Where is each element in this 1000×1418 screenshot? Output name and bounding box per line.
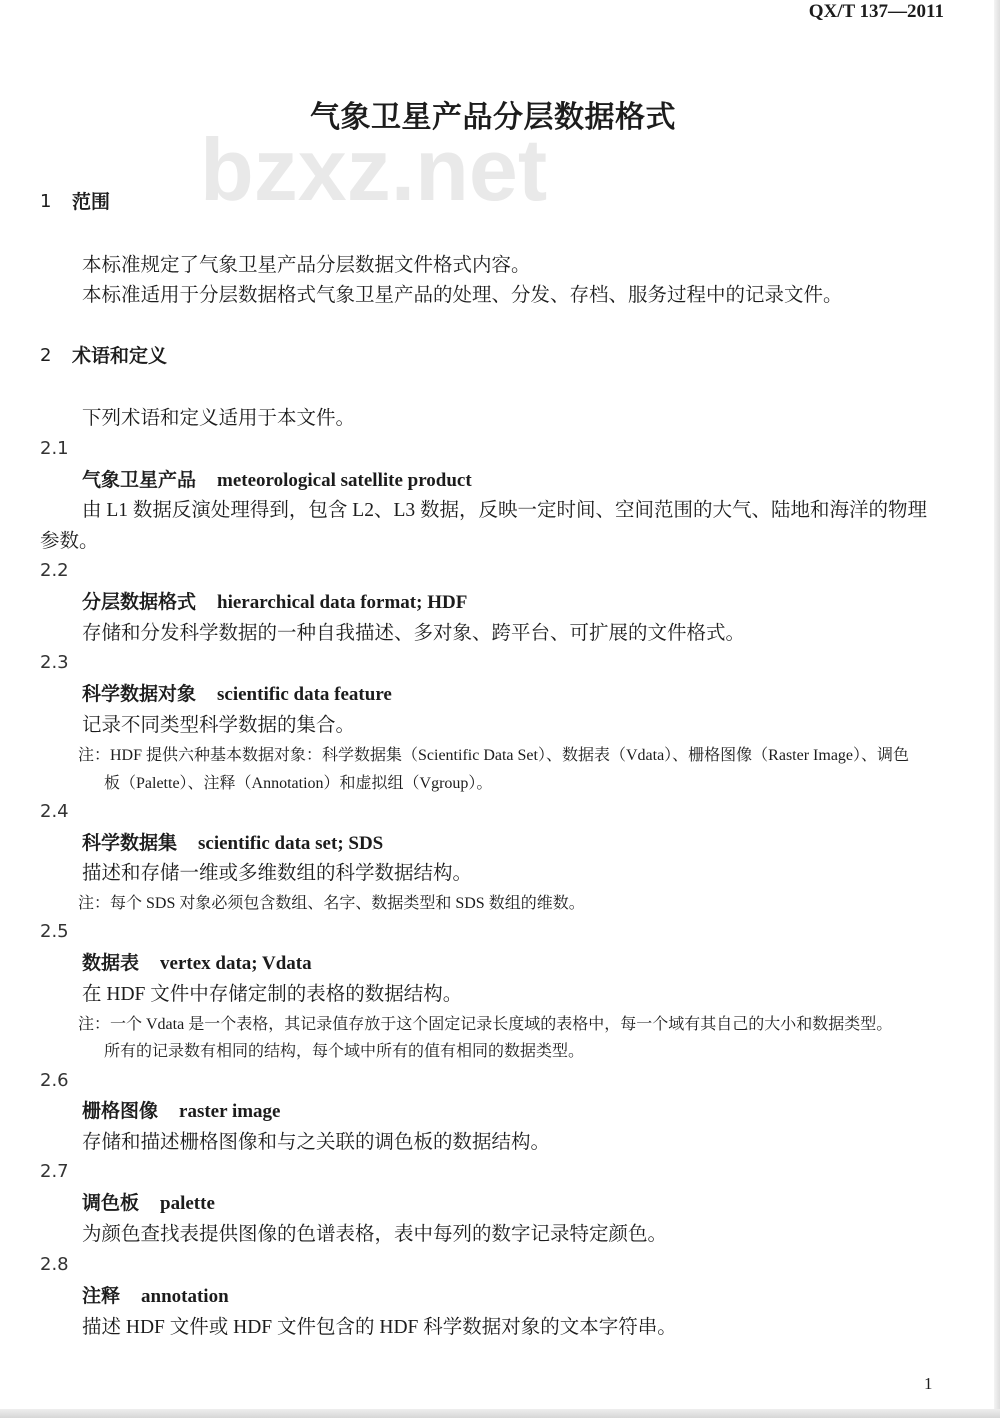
page-number: 1	[924, 1374, 933, 1393]
term-definition: 记录不同类型科学数据的集合。	[82, 715, 356, 736]
term-definition: 在 HDF 文件中存储定制的表格的数据结构。	[82, 984, 463, 1005]
section-number: 2	[40, 345, 52, 366]
clause-number: 2.3	[40, 652, 69, 673]
term-note: 注：HDF 提供六种基本数据对象：科学数据集（Scientific Data Set）、数据表（Vdata）、栅格图像（Raster Image）、调色	[78, 747, 910, 764]
term-heading	[82, 954, 312, 973]
term-definition: 存储和分发科学数据的一种自我描述、多对象、跨平台、可扩展的文件格式。	[82, 623, 746, 644]
term-heading	[82, 685, 392, 704]
term-zh: 调色板	[82, 1192, 140, 1214]
clause-number: 2.7	[40, 1161, 69, 1182]
term-zh: 科学数据集	[82, 832, 178, 854]
paragraph: 本标准适用于分层数据格式气象卫星产品的处理、分发、存档、服务过程中的记录文件。	[82, 285, 843, 306]
term-definition: 描述和存储一维或多维数组的科学数据结构。	[82, 863, 473, 884]
standard-code-header: QX/T 137—2011	[808, 1, 944, 22]
clause-number: 2.6	[40, 1070, 69, 1091]
section-heading: 范围	[72, 191, 111, 213]
watermark: bzxz.net	[200, 120, 548, 219]
term-definition: 为颜色查找表提供图像的色谱表格，表中每列的数字记录特定颜色。	[82, 1224, 668, 1245]
term-definition: 由 L1 数据反演处理得到，包含 L2、L3 数据，反映一定时间、空间范围的大气、陆地和海洋的物理	[82, 500, 927, 521]
term-zh: 分层数据格式	[82, 591, 197, 613]
clause-number: 2.2	[40, 560, 69, 581]
page-edge-shadow-right	[994, 0, 1000, 1418]
section-heading: 术语和定义	[72, 345, 168, 367]
term-heading	[82, 593, 467, 612]
section-intro: 下列术语和定义适用于本文件。	[82, 408, 356, 429]
term-en: scientific data set; SDS	[198, 833, 384, 854]
term-zh: 数据表	[82, 952, 140, 974]
term-en: hierarchical data format; HDF	[217, 592, 468, 613]
term-note: 注：每个 SDS 对象必须包含数组、名字、数据类型和 SDS 数组的维数。	[78, 895, 585, 912]
term-note: 注：一个 Vdata 是一个表格，其记录值存放于这个固定记录长度域的表格中，每一个域有其自己的大小和数据类型。	[78, 1016, 893, 1033]
term-heading	[82, 1287, 229, 1306]
term-zh: 气象卫星产品	[82, 469, 197, 491]
term-zh: 科学数据对象	[82, 683, 197, 705]
term-en: meteorological satellite product	[217, 470, 472, 491]
term-en: scientific data feature	[217, 684, 392, 705]
term-definition: 存储和描述栅格图像和与之关联的调色板的数据结构。	[82, 1132, 551, 1153]
section-number: 1	[40, 191, 52, 212]
term-heading	[82, 471, 472, 490]
term-en: vertex data; Vdata	[160, 953, 312, 974]
term-heading	[82, 834, 383, 853]
clause-number: 2.5	[40, 921, 69, 942]
term-definition: 描述 HDF 文件或 HDF 文件包含的 HDF 科学数据对象的文本字符串。	[82, 1317, 677, 1338]
term-zh: 栅格图像	[82, 1100, 159, 1122]
clause-number: 2.1	[40, 438, 69, 459]
term-en: annotation	[141, 1286, 229, 1307]
term-definition-continued: 参数。	[40, 531, 99, 552]
term-en: palette	[160, 1193, 215, 1214]
term-note-continued: 所有的记录数有相同的结构，每个域中所有的值有相同的数据类型。	[104, 1043, 585, 1060]
term-note-continued: 板（Palette）、注释（Annotation）和虚拟组（Vgroup）。	[104, 775, 493, 792]
term-heading	[82, 1194, 215, 1213]
document-title: 气象卫星产品分层数据格式	[310, 100, 676, 135]
term-zh: 注释	[82, 1285, 121, 1307]
term-en: raster image	[179, 1101, 281, 1122]
paragraph: 本标准规定了气象卫星产品分层数据文件格式内容。	[82, 255, 531, 276]
term-heading	[82, 1102, 280, 1121]
page-edge-shadow-bottom	[0, 1409, 1000, 1418]
clause-number: 2.4	[40, 801, 69, 822]
clause-number: 2.8	[40, 1254, 69, 1275]
